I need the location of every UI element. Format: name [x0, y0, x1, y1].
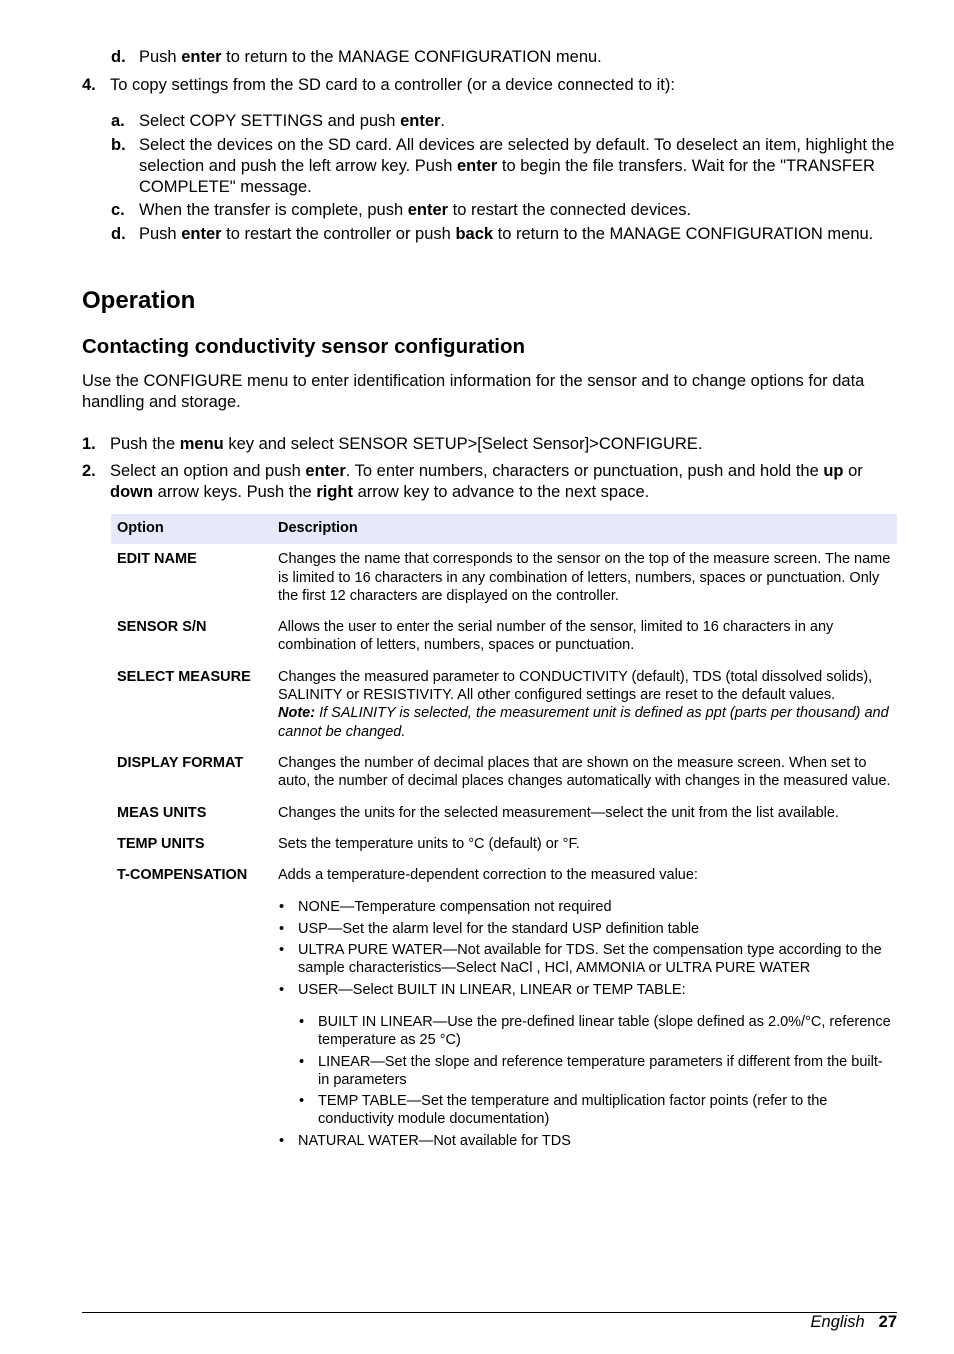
option-cell: T-COMPENSATION [117, 867, 248, 884]
step-label: 4. [82, 76, 96, 94]
table-row [111, 662, 897, 748]
step-text: Select the devices on the SD card. All devices are selected by default. To deselect an item, highlight the selection and push the left arrow key. Push enter to begin the file transfers. Wait for the "TRANSFER COMPLETE" message. [139, 136, 895, 196]
footer-language: English [810, 1313, 865, 1331]
description-cell [272, 662, 897, 748]
list-item: • NONE—Temperature compensation not required [278, 898, 891, 916]
intro-paragraph: Use the CONFIGURE menu to enter identification information for the sensor and to change options for data handling and storage. [82, 372, 865, 411]
sub-bullet-list [298, 1013, 891, 1129]
note-label: Note: [278, 705, 316, 722]
table-row [111, 829, 897, 860]
list-item: • ULTRA PURE WATER—Not available for TDS. Set the compensation type according to the sample characteristics—Select NaCl , HCl, AMMONIA or ULTRA PURE WATER [278, 941, 891, 978]
list-item-user [278, 981, 891, 1129]
description-text: Changes the measured parameter to CONDUCTIVITY (default), TDS (total dissolved solids), SALINITY or RESISTIVITY. All other configured settings are reset to the default values. [278, 668, 873, 704]
step-text: When the transfer is complete, push enter to restart the connected devices. [139, 201, 692, 219]
sub-list-item: • LINEAR—Set the slope and reference temperature parameters if different from the built-in parameters [298, 1053, 891, 1090]
options-table [111, 514, 897, 1160]
step-label: 1. [82, 435, 96, 453]
option-cell: TEMP UNITS [117, 835, 205, 852]
step-text: Select COPY SETTINGS and push enter. [139, 112, 446, 130]
page-footer [811, 1313, 897, 1332]
step-text: Select an option and push enter. To enter numbers, characters or punctuation, push and hold the up or down arrow keys. Push the right arrow key to advance to the next space. [110, 462, 863, 501]
description-cell: Changes the number of decimal places that are shown on the measure screen. When set to auto, the number of decimal places changes automatically with changes in the measured value. [278, 754, 891, 790]
step-label: 2. [82, 462, 96, 480]
option-cell: EDIT NAME [117, 551, 197, 568]
step-label: a. [111, 112, 125, 130]
description-cell: Changes the units for the selected measurement—select the unit from the list available. [278, 804, 839, 821]
step-label: b. [111, 136, 126, 154]
footer-rule [82, 1312, 897, 1313]
option-cell: SELECT MEASURE [117, 668, 251, 685]
sub-list-item: • BUILT IN LINEAR—Use the pre-defined linear table (slope defined as 2.0%/°C, reference temperature as 25 °C) [298, 1013, 891, 1050]
table-row [111, 798, 897, 829]
list-item: • NATURAL WATER—Not available for TDS [278, 1132, 891, 1150]
header-description: Description [272, 514, 897, 544]
option-cell: DISPLAY FORMAT [117, 754, 244, 771]
bullet-list [278, 898, 891, 1150]
table-row [111, 544, 897, 612]
description-cell: Allows the user to enter the serial number of the sensor, limited to 16 characters in any combination of letters, numbers, spaces or punctuation. [278, 619, 834, 654]
step-label: d. [111, 48, 126, 66]
table-row [111, 748, 897, 798]
list-item-text: USER—Select BUILT IN LINEAR, LINEAR or TEMP TABLE: [298, 981, 686, 998]
step-text: Push enter to return to the MANAGE CONFIGURATION menu. [139, 48, 602, 66]
description-cell [272, 860, 897, 1160]
list-item: • USP—Set the alarm level for the standard USP definition table [278, 920, 891, 938]
note [278, 704, 891, 741]
table-header-row [111, 514, 897, 544]
option-cell: MEAS UNITS [117, 804, 207, 821]
description-cell: Changes the name that corresponds to the sensor on the top of the measure screen. The name is limited to 16 characters in any combination of letters, numbers, spaces or punctuation. Only the first 12 characters are displayed on the controller. [278, 551, 891, 604]
section-heading: Operation [82, 287, 196, 314]
table-row [111, 860, 897, 1160]
step-label: d. [111, 225, 126, 243]
step-label: c. [111, 201, 125, 219]
step-text: To copy settings from the SD card to a controller (or a device connected to it): [110, 76, 675, 94]
subsection-heading: Contacting conductivity sensor configuration [82, 335, 526, 358]
description-text: Adds a temperature-dependent correction to the measured value: [278, 867, 698, 884]
sub-list-item: • TEMP TABLE—Set the temperature and multiplication factor points (refer to the conductivity module documentation) [298, 1092, 891, 1129]
option-cell: SENSOR S/N [117, 619, 207, 636]
table-row [111, 612, 897, 662]
header-option: Option [111, 514, 272, 544]
step-text: Push the menu key and select SENSOR SETUP>[Select Sensor]>CONFIGURE. [110, 435, 703, 453]
page-number: 27 [878, 1313, 897, 1331]
step-text: Push enter to restart the controller or push back to return to the MANAGE CONFIGURATION menu. [139, 225, 874, 243]
note-text: If SALINITY is selected, the measurement unit is defined as ppt (parts per thousand) and cannot be changed. [278, 705, 889, 740]
description-cell: Sets the temperature units to °C (default) or °F. [278, 835, 580, 852]
